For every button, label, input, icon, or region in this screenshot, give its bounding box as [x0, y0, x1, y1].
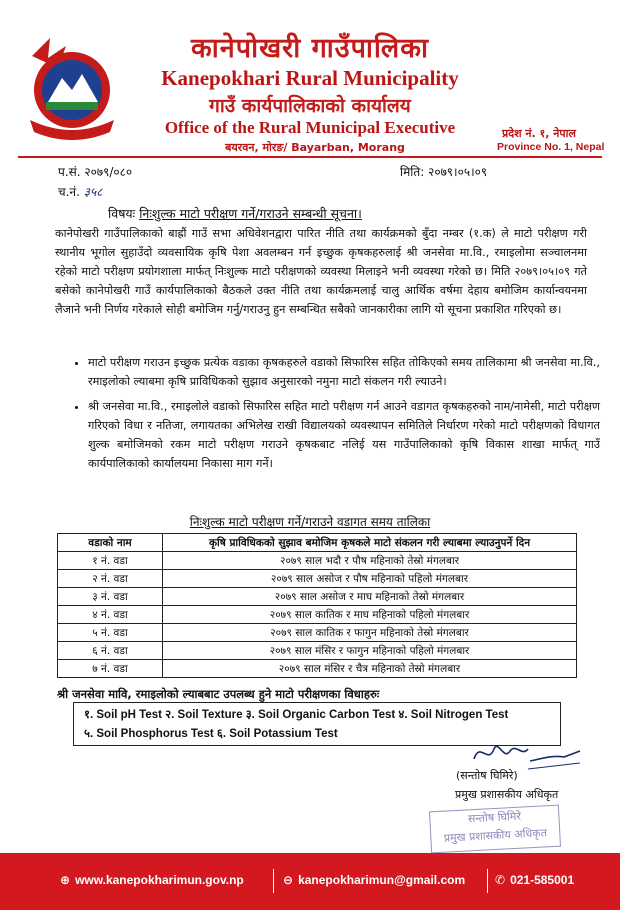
day-cell: २०७९ साल कातिक र माघ महिनाको पहिलो मंगलबार — [163, 606, 577, 624]
signatory-name: (सन्तोष घिमिरे) — [456, 769, 518, 782]
globe-icon: ⊕ — [60, 873, 71, 887]
ward-column-header: वडाको नाम — [58, 534, 163, 552]
subject-text: निःशुल्क माटो परीक्षण गर्ने/गराउने सम्बन्धी सूचना। — [139, 206, 362, 221]
office-address: बयरवन, मोरङ/ Bayarban, Morang — [225, 141, 405, 154]
footer-separator — [273, 869, 274, 893]
website-text: www.kanepokharimun.gov.np — [75, 873, 244, 887]
office-name-nepali: गाउँ कार्यपालिकाको कार्यालय — [209, 95, 411, 117]
schedule-title: निःशुल्क माटो परीक्षण गर्ने/गराउने वडागत समय तालिका — [189, 515, 431, 529]
letter-date: मिति: २०७९।०५।०९ — [400, 165, 488, 179]
bullet-item: • माटो परीक्षण गराउन इच्छुक प्रत्येक वडाका कृषकहरुले वडाको सिफारिस सहित तोकिएको समय तालिकामा श्री जनसेवा मा.वि., रमाइलोको ल्याबमा कृषि प्राविधिकको सुझाव अनुसारको नमुना माटो संकलन गरी ल्याउने। — [88, 353, 600, 391]
table-header-row — [58, 534, 577, 552]
email-text: kanepokharimun@gmail.com — [298, 873, 466, 887]
table-row — [58, 552, 577, 570]
ward-cell: ४ नं. वडा — [58, 606, 163, 624]
dispatch-value: ३५८ — [83, 185, 103, 199]
ward-cell: ७ नं. वडा — [58, 660, 163, 678]
phone-icon: ✆ — [495, 873, 506, 887]
office-name-english: Office of the Rural Municipal Executive — [164, 118, 456, 137]
day-column-header: कृषि प्राविधिकको सुझाव बमोजिम कृषकले माटो संकलन गरी ल्याबमा ल्याउनुपर्ने दिन — [163, 534, 577, 552]
footer-bar — [0, 853, 620, 910]
ward-cell: १ नं. वडा — [58, 552, 163, 570]
phone-text: 021-585001 — [510, 873, 575, 887]
header-divider — [18, 156, 602, 158]
municipality-name-english: Kanepokhari Rural Municipality — [161, 66, 459, 90]
dispatch-number — [58, 183, 102, 200]
province-nepali: प्रदेश नं. १, नेपाल — [502, 127, 576, 140]
tests-row-2: ५. Soil Phosphorus Test ६. Soil Potassium Test — [84, 728, 338, 740]
footer-website[interactable] — [60, 873, 244, 887]
tests-row-1: १. Soil pH Test २. Soil Texture ३. Soil Organic Carbon Test ४. Soil Nitrogen Test — [84, 709, 509, 721]
day-cell: २०७९ साल असोज र पौष महिनाको पहिलो मंगलबार — [163, 570, 577, 588]
tests-heading: श्री जनसेवा मावि, रमाइलोको ल्याबबाट उपलब्ध हुने माटो परीक्षणका विधाहरुः — [57, 687, 380, 701]
municipality-name-nepali: कानेपोखरी गाउँपालिका — [191, 33, 429, 64]
email-icon: ⊖ — [283, 873, 294, 887]
province-english: Province No. 1, Nepal — [497, 141, 605, 153]
bullet-item: • श्री जनसेवा मा.वि., रमाइलोले वडाको सिफारिस सहित माटो परीक्षण गर्न आउने वडागत कृषकहरुको नाम/नामेसी, माटो परीक्षण गरिएको विधा र नतिजा, लगायतका अभिलेख राखी विद्यालयको व्यवस्थापन समितिले निर्धारण गरेको माटो परीक्षणको विधागत शुल्क बमोजिमको रकम माटो परीक्षण गराउने कृषकबाट नलिई यस गाउँपालिकाको कृषि विकास शाखा मार्फत् गाउँ कार्यपालिकाको कार्यालयमा निकासा माग गर्ने। — [88, 397, 600, 473]
table-row — [58, 606, 577, 624]
municipality-emblem-icon — [20, 28, 124, 148]
day-cell: २०७९ साल कातिक र फागुन महिनाको तेस्रो मंगलबार — [163, 624, 577, 642]
table-row — [58, 642, 577, 660]
reference-number: प.सं. २०७९/०८० — [58, 165, 133, 179]
day-cell: २०७९ साल मंसिर र फागुन महिनाको पहिलो मंगलबार — [163, 642, 577, 660]
table-row — [58, 624, 577, 642]
footer-separator — [487, 869, 488, 893]
table-row — [58, 570, 577, 588]
ward-cell: ५ नं. वडा — [58, 624, 163, 642]
signatory-title: प्रमुख प्रशासकीय अधिकृत — [455, 788, 559, 801]
ward-cell: २ नं. वडा — [58, 570, 163, 588]
subject-label: विषयः — [108, 206, 136, 221]
dispatch-label: च.नं. — [58, 185, 80, 199]
footer-email[interactable] — [283, 873, 465, 887]
day-cell: २०७९ साल मंसिर र चैत्र महिनाको तेस्रो मंगलबार — [163, 660, 577, 678]
official-stamp — [429, 805, 561, 854]
table-row — [58, 588, 577, 606]
subject-line — [108, 205, 362, 222]
footer-phone[interactable] — [495, 873, 574, 887]
notice-body: कानेपोखरी गाउँपालिकाको बाह्रौं गाउँ सभा अधिवेशनद्वारा पारित नीति तथा कार्यक्रमको बुँदा नम्बर (१.क) ले माटो परीक्षण गरी स्थानीय भूगोल सुहाउँदो व्यवसायिक कृषि पेशा अवलम्बन गर्न इच्छुक कृषकहरुलाई श्री जनसेवा मा.वि., रमाइलोमा सञ्चालनमा रहेको माटो परीक्षण प्रयोगशाला मार्फत् निःशुल्क माटो परीक्षणको व्यवस्था मिलाइने भनी व्यवस्था गरेको छ। मिति २०७९।०५।०९ गते बसेको कानेपोखरी गाउँ कार्यपालिकाको बैठकले उक्त नीति तथा कार्यक्रमलाई चालु आर्थिक वर्षमा देहाय बमोजिम कार्यान्वयनमा लैजाने भनी निर्णय गरेकाले सोही बमोजिम गर्नु/गराउनु हुन सम्बन्धित सबैको जानकारीका लागि यो सूचना प्रकाशित गरिएको छ। — [55, 227, 587, 316]
stamp-line-2: प्रमुख प्रशासकीय अधिकृत — [443, 826, 548, 845]
stamp-line-1: सन्तोष घिमिरे — [467, 809, 522, 826]
ward-cell: ३ नं. वडा — [58, 588, 163, 606]
day-cell: २०७९ साल भदौ र पौष महिनाको तेस्रो मंगलबार — [163, 552, 577, 570]
ward-cell: ६ नं. वडा — [58, 642, 163, 660]
day-cell: २०७९ साल असोज र माघ महिनाको तेस्रो मंगलबार — [163, 588, 577, 606]
notice-bullets — [70, 353, 600, 479]
table-row — [58, 660, 577, 678]
schedule-table — [57, 533, 577, 678]
